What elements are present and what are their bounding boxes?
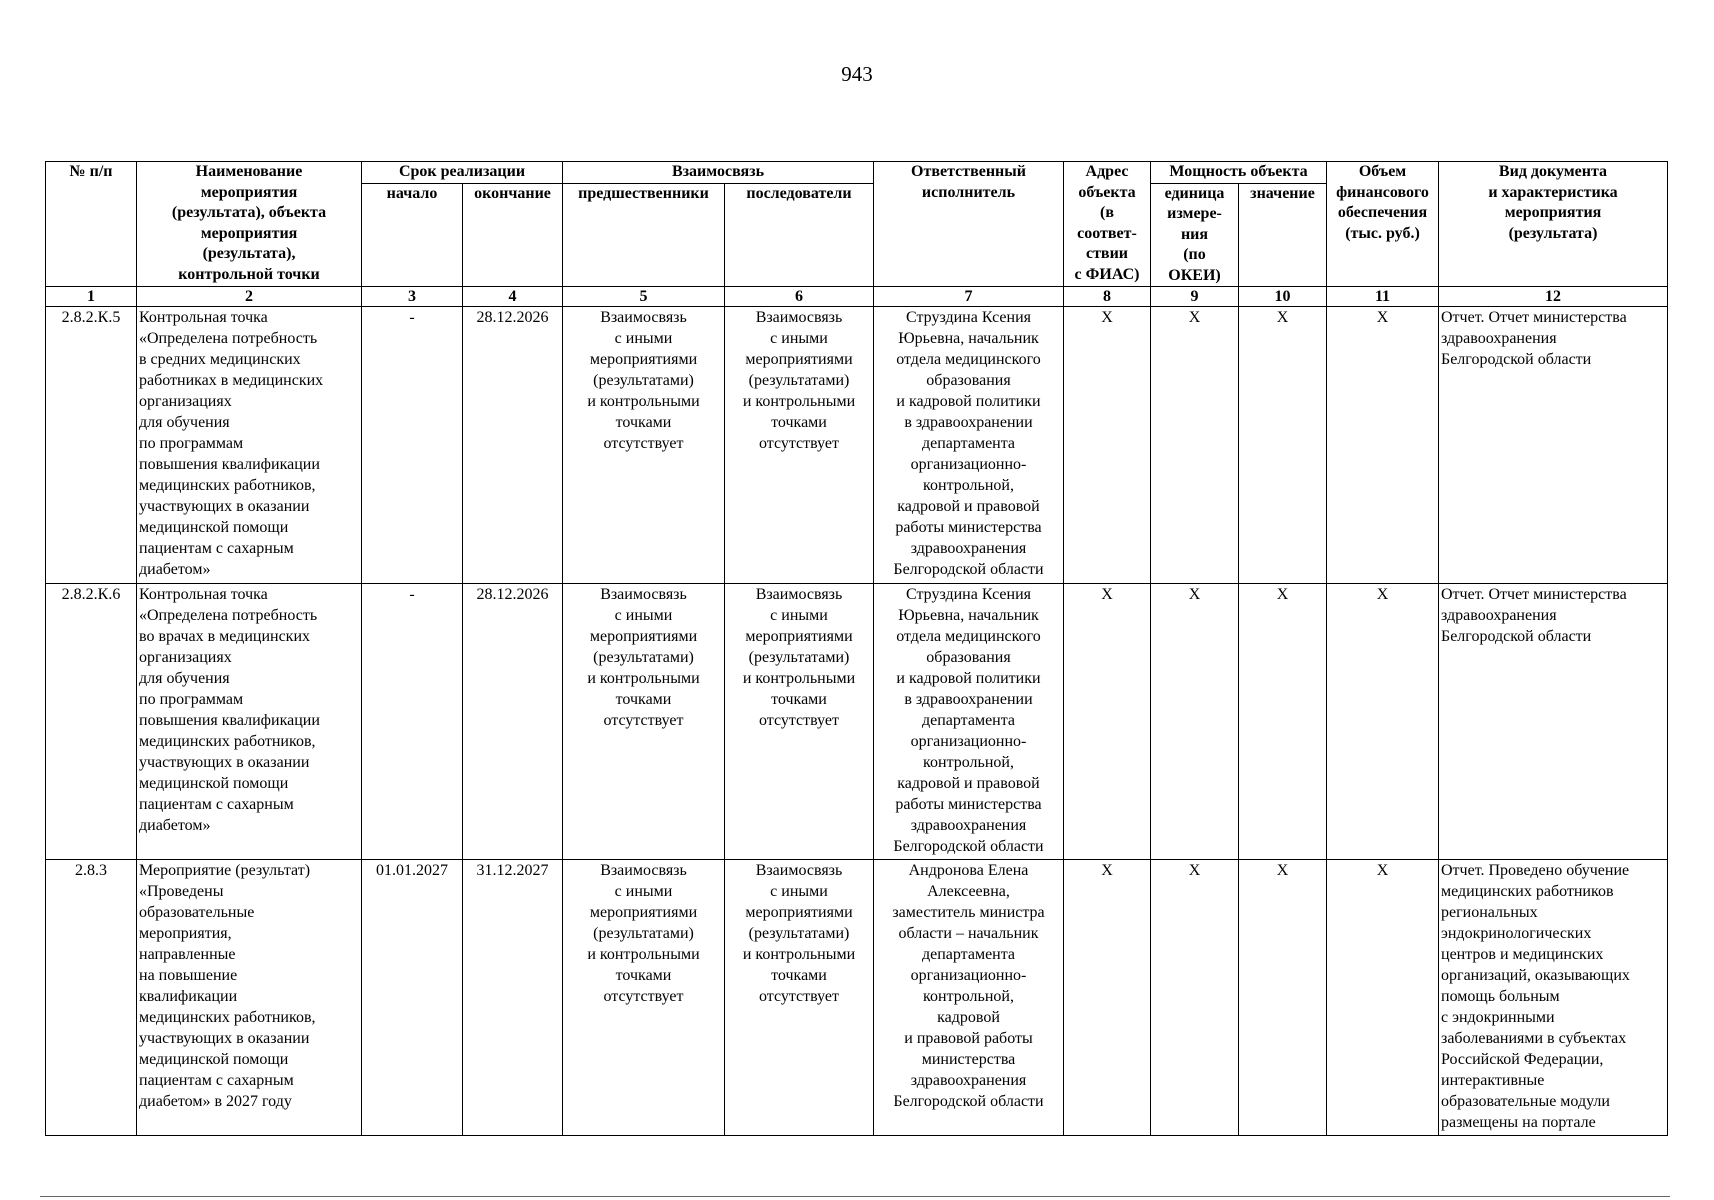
row-successors: Взаимосвязь с иными мероприятиями (результатами) и контрольными точками отсутствует — [725, 584, 874, 860]
column-number: 5 — [563, 287, 725, 307]
header-row-1 — [46, 162, 1668, 184]
row-unit: Х — [1151, 584, 1239, 860]
header-end: окончание — [463, 183, 563, 287]
page-number: 943 — [841, 62, 873, 86]
table-row — [46, 860, 1668, 1136]
row-finance: Х — [1327, 860, 1439, 1136]
column-number: 2 — [137, 287, 362, 307]
row-start: - — [362, 584, 463, 860]
header-unit: единица измере- ния (по ОКЕИ) — [1151, 183, 1239, 287]
row-name: Мероприятие (результат) «Проведены образовательные мероприятия, направленные на повышение квалификации медицинских работников, участвующих в оказании медицинской помощи пациентам с сахарным диабетом» в 2027 году — [137, 860, 362, 1136]
row-document: Отчет. Проведено обучение медицинских работников региональных эндокринологических центров и медицинских организаций, оказывающих помощь больным с эндокринными заболеваниями в субъектах Российской Федерации, интерактивные образовательные модули размещены на портале — [1439, 860, 1668, 1136]
row-predecessors: Взаимосвязь с иными мероприятиями (результатами) и контрольными точками отсутствует — [563, 584, 725, 860]
row-start: - — [362, 307, 463, 584]
row-finance: Х — [1327, 584, 1439, 860]
header-num: № п/п — [46, 162, 137, 287]
header-start: начало — [362, 183, 463, 287]
row-responsible: Струздина Ксения Юрьевна, начальник отдела медицинского образования и кадровой политики в здравоохранении департамента организационно- контрольной, кадровой и правовой работы министерства здравоохранения Белгородской области — [874, 307, 1064, 584]
row-num: 2.8.3 — [46, 860, 137, 1136]
header-value: значение — [1239, 183, 1327, 287]
row-successors: Взаимосвязь с иными мероприятиями (результатами) и контрольными точками отсутствует — [725, 860, 874, 1136]
row-address: Х — [1064, 584, 1151, 860]
page-bottom-divider — [40, 1196, 1670, 1197]
header-relation-group: Взаимосвязь — [563, 162, 874, 184]
row-value: Х — [1239, 307, 1327, 584]
header-capacity-group: Мощность объекта — [1151, 162, 1327, 184]
row-document: Отчет. Отчет министерства здравоохранения Белгородской области — [1439, 584, 1668, 860]
row-end: 31.12.2027 — [463, 860, 563, 1136]
header-successors: последователи — [725, 183, 874, 287]
row-num: 2.8.2.К.5 — [46, 307, 137, 584]
row-predecessors: Взаимосвязь с иными мероприятиями (результатами) и контрольными точками отсутствует — [563, 307, 725, 584]
row-address: Х — [1064, 860, 1151, 1136]
column-number: 3 — [362, 287, 463, 307]
row-num: 2.8.2.К.6 — [46, 584, 137, 860]
row-value: Х — [1239, 584, 1327, 860]
row-successors: Взаимосвязь с иными мероприятиями (результатами) и контрольными точками отсутствует — [725, 307, 874, 584]
row-unit: Х — [1151, 860, 1239, 1136]
header-name: Наименование мероприятия (результата), объекта мероприятия (результата), контрольной точки — [137, 162, 362, 287]
row-name: Контрольная точка «Определена потребность во врачах в медицинских организациях для обучения по программам повышения квалификации медицинских работников, участвующих в оказании медицинской помощи пациентам с сахарным диабетом» — [137, 584, 362, 860]
column-numbers-row — [46, 287, 1668, 307]
column-number: 10 — [1239, 287, 1327, 307]
row-finance: Х — [1327, 307, 1439, 584]
column-number: 4 — [463, 287, 563, 307]
column-number: 6 — [725, 287, 874, 307]
row-responsible: Струздина Ксения Юрьевна, начальник отдела медицинского образования и кадровой политики в здравоохранении департамента организационно- контрольной, кадровой и правовой работы министерства здравоохранения Белгородской области — [874, 584, 1064, 860]
header-finance: Объем финансового обеспечения (тыс. руб.) — [1327, 162, 1439, 287]
header-address: Адрес объекта (в соответ- ствии с ФИАС) — [1064, 162, 1151, 287]
row-address: Х — [1064, 307, 1151, 584]
activities-table — [45, 161, 1668, 1136]
column-number: 1 — [46, 287, 137, 307]
header-term-group: Срок реализации — [362, 162, 563, 184]
row-start: 01.01.2027 — [362, 860, 463, 1136]
table-row — [46, 307, 1668, 584]
row-unit: Х — [1151, 307, 1239, 584]
column-number: 11 — [1327, 287, 1439, 307]
column-number: 8 — [1064, 287, 1151, 307]
column-number: 9 — [1151, 287, 1239, 307]
row-name: Контрольная точка «Определена потребность в средних медицинских работниках в медицинских организациях для обучения по программам повышения квалификации медицинских работников, участвующих в оказании медицинской помощи пациентам с сахарным диабетом» — [137, 307, 362, 584]
row-predecessors: Взаимосвязь с иными мероприятиями (результатами) и контрольными точками отсутствует — [563, 860, 725, 1136]
row-responsible: Андронова Елена Алексеевна, заместитель министра области – начальник департамента организационно- контрольной, кадровой и правовой работы министерства здравоохранения Белгородской области — [874, 860, 1064, 1136]
header-document: Вид документа и характеристика мероприятия (результата) — [1439, 162, 1668, 287]
row-end: 28.12.2026 — [463, 307, 563, 584]
row-end: 28.12.2026 — [463, 584, 563, 860]
table-row — [46, 584, 1668, 860]
row-value: Х — [1239, 860, 1327, 1136]
column-number: 7 — [874, 287, 1064, 307]
column-number: 12 — [1439, 287, 1668, 307]
row-document: Отчет. Отчет министерства здравоохранения Белгородской области — [1439, 307, 1668, 584]
header-predecessors: предшественники — [563, 183, 725, 287]
header-responsible: Ответственный исполнитель — [874, 162, 1064, 287]
